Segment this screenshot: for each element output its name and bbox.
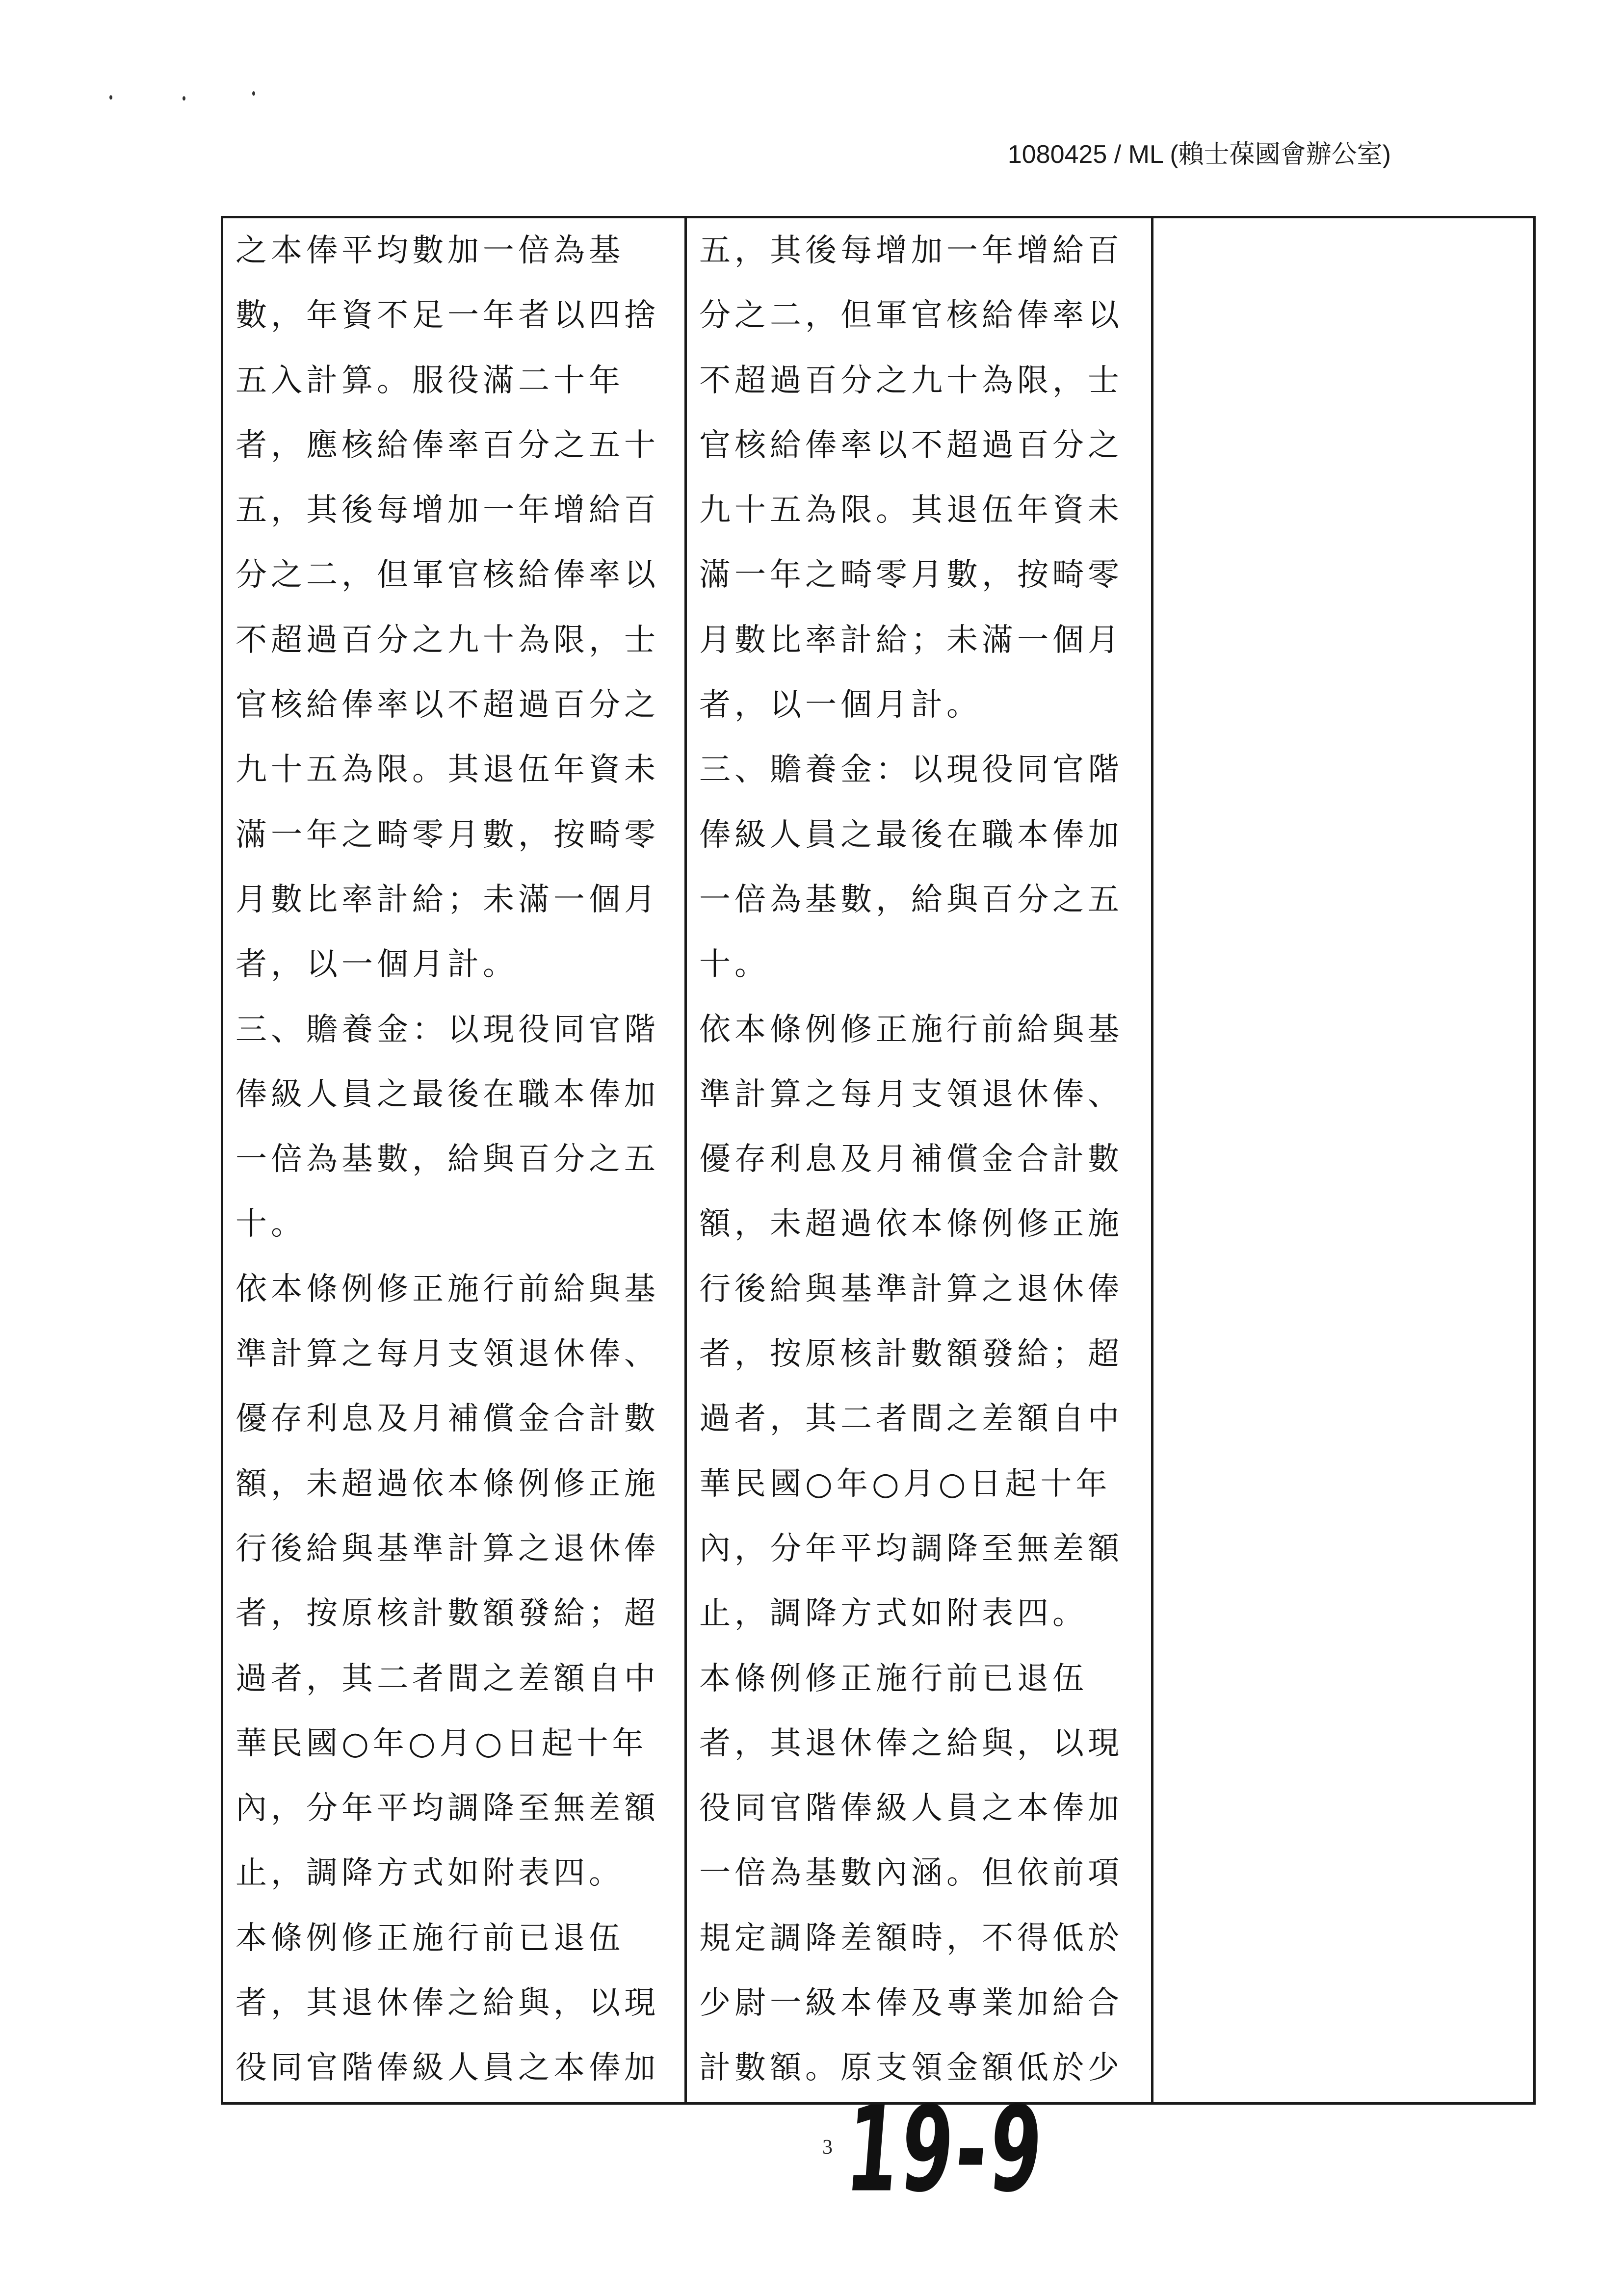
text-line: 者，以一個月計。: [699, 687, 982, 724]
scan-speck: [252, 91, 255, 96]
text-line: 額，未超過依本條例修正施: [236, 1465, 659, 1502]
text-line: 一倍為基數內涵。但依前項: [699, 1855, 1123, 1892]
text-line: 者，按原核計數額發給；超: [699, 1336, 1123, 1373]
text-line: 役同官階俸級人員之本俸加: [699, 1790, 1123, 1827]
document-reference-header: 1080425 / ML (賴士葆國會辦公室): [1007, 140, 1391, 169]
text-line: 不超過百分之九十為限，士: [699, 362, 1123, 399]
scan-speck: [109, 95, 112, 100]
text-line: 十。: [699, 946, 770, 983]
text-line: 內，分年平均調降至無差額: [236, 1790, 659, 1827]
text-line: 優存利息及月補償金合計數: [699, 1141, 1123, 1178]
text-line: 五，其後每增加一年增給百: [699, 233, 1123, 269]
table-cell-amended-text: [223, 218, 684, 2102]
text-line: 規定調降差額時，不得低於: [699, 1920, 1123, 1957]
page-number: 3: [822, 2136, 833, 2159]
table-cell-current-text: [684, 218, 1151, 2102]
text-line: 者，按原核計數額發給；超: [236, 1595, 659, 1632]
scan-speck: [183, 96, 185, 101]
text-line: 止，調降方式如附表四。: [699, 1595, 1088, 1632]
text-line: 本條例修正施行前已退伍: [236, 1920, 624, 1957]
text-line: 九十五為限。其退伍年資未: [236, 752, 659, 788]
text-line: 月數比率計給；未滿一個月: [236, 881, 659, 918]
text-line: 者，其退休俸之給與，以現: [236, 1985, 659, 2022]
text-line: 滿一年之畸零月數，按畸零: [699, 557, 1123, 594]
text-line: 內，分年平均調降至無差額: [699, 1530, 1123, 1567]
text-line: 者，其退休俸之給與，以現: [699, 1725, 1123, 1762]
comparison-table: [221, 216, 1536, 2105]
text-line: 華民國○年○月○日起十年: [699, 1465, 1111, 1502]
text-line: 依本條例修正施行前給與基: [699, 1011, 1123, 1048]
text-line: 俸級人員之最後在職本俸加: [699, 816, 1123, 853]
text-line: 數，年資不足一年者以四捨: [236, 297, 659, 334]
text-line: 之本俸平均數加一倍為基: [236, 233, 624, 269]
text-line: 不超過百分之九十為限，士: [236, 622, 659, 658]
text-line: 分之二，但軍官核給俸率以: [236, 557, 659, 594]
text-line: 官核給俸率以不超過百分之: [236, 687, 659, 724]
text-line: 一倍為基數，給與百分之五: [699, 881, 1123, 918]
text-line: 五，其後每增加一年增給百: [236, 492, 659, 529]
text-line: 額，未超過依本條例修正施: [699, 1206, 1123, 1243]
text-line: 止，調降方式如附表四。: [236, 1855, 624, 1892]
text-line: 十。: [236, 1206, 306, 1243]
text-line: 一倍為基數，給與百分之五: [236, 1141, 659, 1178]
text-line: 過者，其二者間之差額自中: [699, 1401, 1123, 1437]
text-line: 役同官階俸級人員之本俸加: [236, 2050, 659, 2087]
text-line: 本條例修正施行前已退伍: [699, 1660, 1088, 1697]
text-line: 華民國○年○月○日起十年: [236, 1725, 648, 1762]
text-line: 依本條例修正施行前給與基: [236, 1271, 659, 1307]
text-line: 官核給俸率以不超過百分之: [699, 427, 1123, 464]
text-line: 準計算之每月支領退休俸、: [236, 1336, 659, 1373]
text-line: 九十五為限。其退伍年資未: [699, 492, 1123, 529]
text-line: 優存利息及月補償金合計數: [236, 1401, 659, 1437]
text-line: 五入計算。服役滿二十年: [236, 362, 624, 399]
text-line: 者，應核給俸率百分之五十: [236, 427, 659, 464]
text-line: 準計算之每月支領退休俸、: [699, 1076, 1123, 1113]
text-line: 月數比率計給；未滿一個月: [699, 622, 1123, 658]
text-line: 者，以一個月計。: [236, 946, 518, 983]
text-line: 三、贍養金：以現役同官階: [699, 752, 1123, 788]
text-line: 滿一年之畸零月數，按畸零: [236, 816, 659, 853]
text-line: 行後給與基準計算之退休俸: [236, 1530, 659, 1567]
text-line: 分之二，但軍官核給俸率以: [699, 297, 1123, 334]
text-line: 行後給與基準計算之退休俸: [699, 1271, 1123, 1307]
handwritten-page-mark: 19-9: [841, 2081, 1050, 2218]
text-line: 過者，其二者間之差額自中: [236, 1660, 659, 1697]
text-line: 少尉一級本俸及專業加給合: [699, 1985, 1123, 2022]
text-line: 俸級人員之最後在職本俸加: [236, 1076, 659, 1113]
text-line: 計數額。原支領金額低於少: [699, 2050, 1123, 2087]
table-cell-notes: [1151, 218, 1533, 2102]
text-line: 三、贍養金：以現役同官階: [236, 1011, 659, 1048]
